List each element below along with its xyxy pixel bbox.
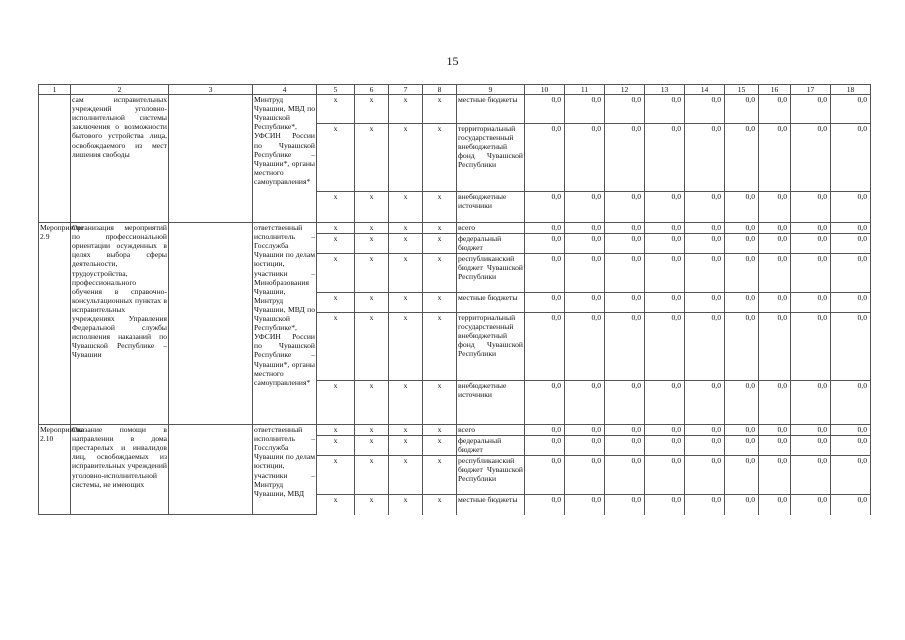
value-cell: 0,0: [565, 234, 605, 254]
value-cell: 0,0: [725, 495, 759, 515]
value-cell: 0,0: [831, 293, 871, 313]
value-cell: 0,0: [645, 223, 685, 234]
value-cell: 0,0: [645, 95, 685, 124]
value-cell: 0,0: [831, 495, 871, 515]
value-cell: 0,0: [831, 192, 871, 223]
value-cell: 0,0: [759, 313, 791, 381]
x-cell: x: [389, 495, 423, 515]
value-cell: 0,0: [645, 313, 685, 381]
value-cell: 0,0: [685, 293, 725, 313]
column-header-4: 4: [253, 85, 317, 95]
event-number-cell: [39, 95, 71, 223]
value-cell: 0,0: [725, 436, 759, 456]
x-cell: x: [355, 95, 389, 124]
value-cell: 0,0: [645, 254, 685, 293]
value-cell: 0,0: [831, 124, 871, 192]
value-cell: 0,0: [565, 124, 605, 192]
value-cell: 0,0: [791, 495, 831, 515]
value-cell: 0,0: [605, 234, 645, 254]
x-cell: x: [317, 192, 355, 223]
value-cell: 0,0: [759, 456, 791, 495]
value-cell: 0,0: [791, 313, 831, 381]
header-row: [39, 85, 871, 95]
value-cell: 0,0: [685, 254, 725, 293]
value-cell: 0,0: [759, 436, 791, 456]
value-cell: 0,0: [725, 124, 759, 192]
value-cell: 0,0: [759, 254, 791, 293]
executors-cell: ответственный исполнитель – Госслужба Чувашии по делам юстиции, участники – Минтруд Чувашии, МВД: [253, 425, 317, 515]
value-cell: 0,0: [565, 313, 605, 381]
funding-source-cell: внебюджетные источники: [457, 381, 525, 425]
value-cell: 0,0: [831, 381, 871, 425]
x-cell: x: [355, 313, 389, 381]
table-row: [39, 95, 871, 124]
value-cell: 0,0: [831, 425, 871, 436]
x-cell: x: [355, 124, 389, 192]
value-cell: 0,0: [831, 234, 871, 254]
funding-source-cell: местные бюджеты: [457, 293, 525, 313]
x-cell: x: [423, 124, 457, 192]
event-description-cell: сам исправительных учреждений уголовно-исполнительной системы заключения о возможности бытового устройства лица, освобождаемого из мест лишения свободы: [71, 95, 169, 223]
value-cell: 0,0: [791, 95, 831, 124]
column-header-6: 6: [355, 85, 389, 95]
value-cell: 0,0: [525, 313, 565, 381]
value-cell: 0,0: [605, 495, 645, 515]
value-cell: 0,0: [831, 95, 871, 124]
column-header-7: 7: [389, 85, 423, 95]
value-cell: 0,0: [605, 254, 645, 293]
value-cell: 0,0: [759, 495, 791, 515]
value-cell: 0,0: [791, 234, 831, 254]
value-cell: 0,0: [759, 192, 791, 223]
value-cell: 0,0: [759, 425, 791, 436]
x-cell: x: [355, 254, 389, 293]
funding-source-cell: республиканский бюджет Чувашской Республики: [457, 456, 525, 495]
value-cell: 0,0: [645, 192, 685, 223]
x-cell: x: [389, 223, 423, 234]
value-cell: 0,0: [725, 381, 759, 425]
x-cell: x: [389, 436, 423, 456]
value-cell: 0,0: [565, 425, 605, 436]
value-cell: 0,0: [685, 425, 725, 436]
value-cell: 0,0: [565, 456, 605, 495]
empty-cell: [169, 223, 253, 425]
funding-source-cell: территориальный государственный внебюджетный фонд Чувашской Республики: [457, 313, 525, 381]
x-cell: x: [423, 223, 457, 234]
value-cell: 0,0: [565, 293, 605, 313]
value-cell: 0,0: [791, 436, 831, 456]
value-cell: 0,0: [685, 95, 725, 124]
value-cell: 0,0: [725, 313, 759, 381]
column-header-15: 15: [725, 85, 759, 95]
value-cell: 0,0: [525, 95, 565, 124]
x-cell: x: [423, 495, 457, 515]
x-cell: x: [317, 293, 355, 313]
value-cell: 0,0: [565, 381, 605, 425]
value-cell: 0,0: [605, 223, 645, 234]
x-cell: x: [317, 381, 355, 425]
value-cell: 0,0: [725, 234, 759, 254]
value-cell: 0,0: [605, 456, 645, 495]
value-cell: 0,0: [831, 254, 871, 293]
value-cell: 0,0: [791, 124, 831, 192]
x-cell: x: [389, 192, 423, 223]
x-cell: x: [355, 223, 389, 234]
event-description-cell: Оказание помощи в направлении в дома престарелых и инвалидов лиц, освобождаемых из исправительных учреждений уголовно-исполнительной системы, не имеющих: [71, 425, 169, 515]
column-header-1: 1: [39, 85, 71, 95]
value-cell: 0,0: [525, 495, 565, 515]
x-cell: x: [423, 381, 457, 425]
x-cell: x: [317, 254, 355, 293]
value-cell: 0,0: [525, 456, 565, 495]
x-cell: x: [423, 192, 457, 223]
funding-source-cell: местные бюджеты: [457, 495, 525, 515]
value-cell: 0,0: [831, 436, 871, 456]
value-cell: 0,0: [525, 223, 565, 234]
table-row: [39, 425, 871, 436]
column-header-11: 11: [565, 85, 605, 95]
value-cell: 0,0: [759, 234, 791, 254]
value-cell: 0,0: [565, 254, 605, 293]
value-cell: 0,0: [605, 313, 645, 381]
value-cell: 0,0: [645, 124, 685, 192]
column-header-16: 16: [759, 85, 791, 95]
page-number: 15: [446, 54, 459, 68]
value-cell: 0,0: [525, 425, 565, 436]
x-cell: x: [355, 436, 389, 456]
column-header-5: 5: [317, 85, 355, 95]
column-header-9: 9: [457, 85, 525, 95]
value-cell: 0,0: [831, 313, 871, 381]
value-cell: 0,0: [831, 223, 871, 234]
funding-source-cell: внебюджетные источники: [457, 192, 525, 223]
value-cell: 0,0: [685, 456, 725, 495]
x-cell: x: [423, 234, 457, 254]
funding-source-cell: федеральный бюджет: [457, 234, 525, 254]
value-cell: 0,0: [725, 254, 759, 293]
value-cell: 0,0: [605, 293, 645, 313]
event-number-cell: Мероприятие 2.9: [39, 223, 71, 425]
value-cell: 0,0: [791, 456, 831, 495]
x-cell: x: [389, 124, 423, 192]
x-cell: x: [423, 313, 457, 381]
x-cell: x: [389, 293, 423, 313]
x-cell: x: [355, 456, 389, 495]
value-cell: 0,0: [525, 436, 565, 456]
value-cell: 0,0: [685, 381, 725, 425]
x-cell: x: [355, 192, 389, 223]
value-cell: 0,0: [791, 254, 831, 293]
funding-source-cell: территориальный государственный внебюджетный фонд Чувашской Республики: [457, 124, 525, 192]
value-cell: 0,0: [645, 436, 685, 456]
event-number-cell: Мероприятие 2.10: [39, 425, 71, 515]
x-cell: x: [317, 234, 355, 254]
executors-cell: Минтруд Чувашии, МВД по Чувашской Республике*, УФСИН России по Чувашской Республике – Чувашии*, органы местного самоуправления*: [253, 95, 317, 223]
x-cell: x: [355, 381, 389, 425]
value-cell: 0,0: [685, 192, 725, 223]
value-cell: 0,0: [565, 495, 605, 515]
value-cell: 0,0: [759, 124, 791, 192]
x-cell: x: [389, 425, 423, 436]
value-cell: 0,0: [605, 192, 645, 223]
x-cell: x: [317, 124, 355, 192]
x-cell: x: [423, 436, 457, 456]
x-cell: x: [389, 313, 423, 381]
x-cell: x: [389, 381, 423, 425]
value-cell: 0,0: [525, 124, 565, 192]
value-cell: 0,0: [525, 381, 565, 425]
x-cell: x: [389, 234, 423, 254]
x-cell: x: [317, 425, 355, 436]
x-cell: x: [317, 223, 355, 234]
value-cell: 0,0: [605, 381, 645, 425]
value-cell: 0,0: [605, 425, 645, 436]
empty-cell: [169, 425, 253, 515]
value-cell: 0,0: [525, 192, 565, 223]
value-cell: 0,0: [605, 95, 645, 124]
value-cell: 0,0: [645, 293, 685, 313]
x-cell: x: [317, 313, 355, 381]
x-cell: x: [389, 254, 423, 293]
funding-source-cell: местные бюджеты: [457, 95, 525, 124]
x-cell: x: [423, 95, 457, 124]
column-header-12: 12: [605, 85, 645, 95]
x-cell: x: [355, 425, 389, 436]
value-cell: 0,0: [525, 234, 565, 254]
x-cell: x: [317, 95, 355, 124]
value-cell: 0,0: [605, 124, 645, 192]
value-cell: 0,0: [725, 95, 759, 124]
x-cell: x: [317, 436, 355, 456]
value-cell: 0,0: [645, 495, 685, 515]
x-cell: x: [317, 495, 355, 515]
value-cell: 0,0: [645, 234, 685, 254]
value-cell: 0,0: [725, 425, 759, 436]
value-cell: 0,0: [791, 381, 831, 425]
value-cell: 0,0: [565, 223, 605, 234]
column-header-3: 3: [169, 85, 253, 95]
column-header-10: 10: [525, 85, 565, 95]
value-cell: 0,0: [725, 223, 759, 234]
column-header-18: 18: [831, 85, 871, 95]
funding-source-cell: федеральный бюджет: [457, 436, 525, 456]
value-cell: 0,0: [565, 192, 605, 223]
value-cell: 0,0: [725, 293, 759, 313]
value-cell: 0,0: [759, 381, 791, 425]
value-cell: 0,0: [685, 495, 725, 515]
column-header-14: 14: [685, 85, 725, 95]
x-cell: x: [389, 456, 423, 495]
value-cell: 0,0: [685, 124, 725, 192]
column-header-17: 17: [791, 85, 831, 95]
value-cell: 0,0: [759, 223, 791, 234]
executors-cell: ответственный исполнитель – Госслужба Чувашии по делам юстиции, участники – Минобразования Чувашии, Минтруд Чувашии, МВД по Чувашской Республике*, УФСИН России по Чувашской Республике – Чувашии*, органы местного самоуправления*: [253, 223, 317, 425]
value-cell: 0,0: [565, 95, 605, 124]
value-cell: 0,0: [685, 436, 725, 456]
x-cell: x: [389, 95, 423, 124]
value-cell: 0,0: [525, 293, 565, 313]
value-cell: 0,0: [645, 425, 685, 436]
x-cell: x: [423, 293, 457, 313]
value-cell: 0,0: [759, 95, 791, 124]
value-cell: 0,0: [645, 456, 685, 495]
value-cell: 0,0: [791, 223, 831, 234]
value-cell: 0,0: [685, 223, 725, 234]
funding-source-cell: всего: [457, 425, 525, 436]
value-cell: 0,0: [605, 436, 645, 456]
value-cell: 0,0: [831, 456, 871, 495]
funding-source-cell: всего: [457, 223, 525, 234]
value-cell: 0,0: [685, 313, 725, 381]
table-row: [39, 223, 871, 234]
budget-table: [38, 84, 871, 515]
x-cell: x: [423, 456, 457, 495]
column-header-8: 8: [423, 85, 457, 95]
value-cell: 0,0: [525, 254, 565, 293]
x-cell: x: [423, 425, 457, 436]
x-cell: x: [355, 293, 389, 313]
value-cell: 0,0: [725, 456, 759, 495]
value-cell: 0,0: [645, 381, 685, 425]
value-cell: 0,0: [791, 192, 831, 223]
x-cell: x: [423, 254, 457, 293]
value-cell: 0,0: [791, 293, 831, 313]
x-cell: x: [317, 456, 355, 495]
value-cell: 0,0: [565, 436, 605, 456]
value-cell: 0,0: [685, 234, 725, 254]
funding-source-cell: республиканский бюджет Чувашской Республики: [457, 254, 525, 293]
value-cell: 0,0: [791, 425, 831, 436]
value-cell: 0,0: [725, 192, 759, 223]
x-cell: x: [355, 495, 389, 515]
column-header-13: 13: [645, 85, 685, 95]
column-header-2: 2: [71, 85, 169, 95]
event-description-cell: Организация мероприятий по профессиональной ориентации осужденных в целях выбора сферы деятельности, трудоустройства, профессионального обучения в справочно-консультационных пунктах в исправительных учреждениях Управления Федеральной службы исполнения наказаний по Чувашской Республике – Чувашии: [71, 223, 169, 425]
empty-cell: [169, 95, 253, 223]
value-cell: 0,0: [759, 293, 791, 313]
x-cell: x: [355, 234, 389, 254]
